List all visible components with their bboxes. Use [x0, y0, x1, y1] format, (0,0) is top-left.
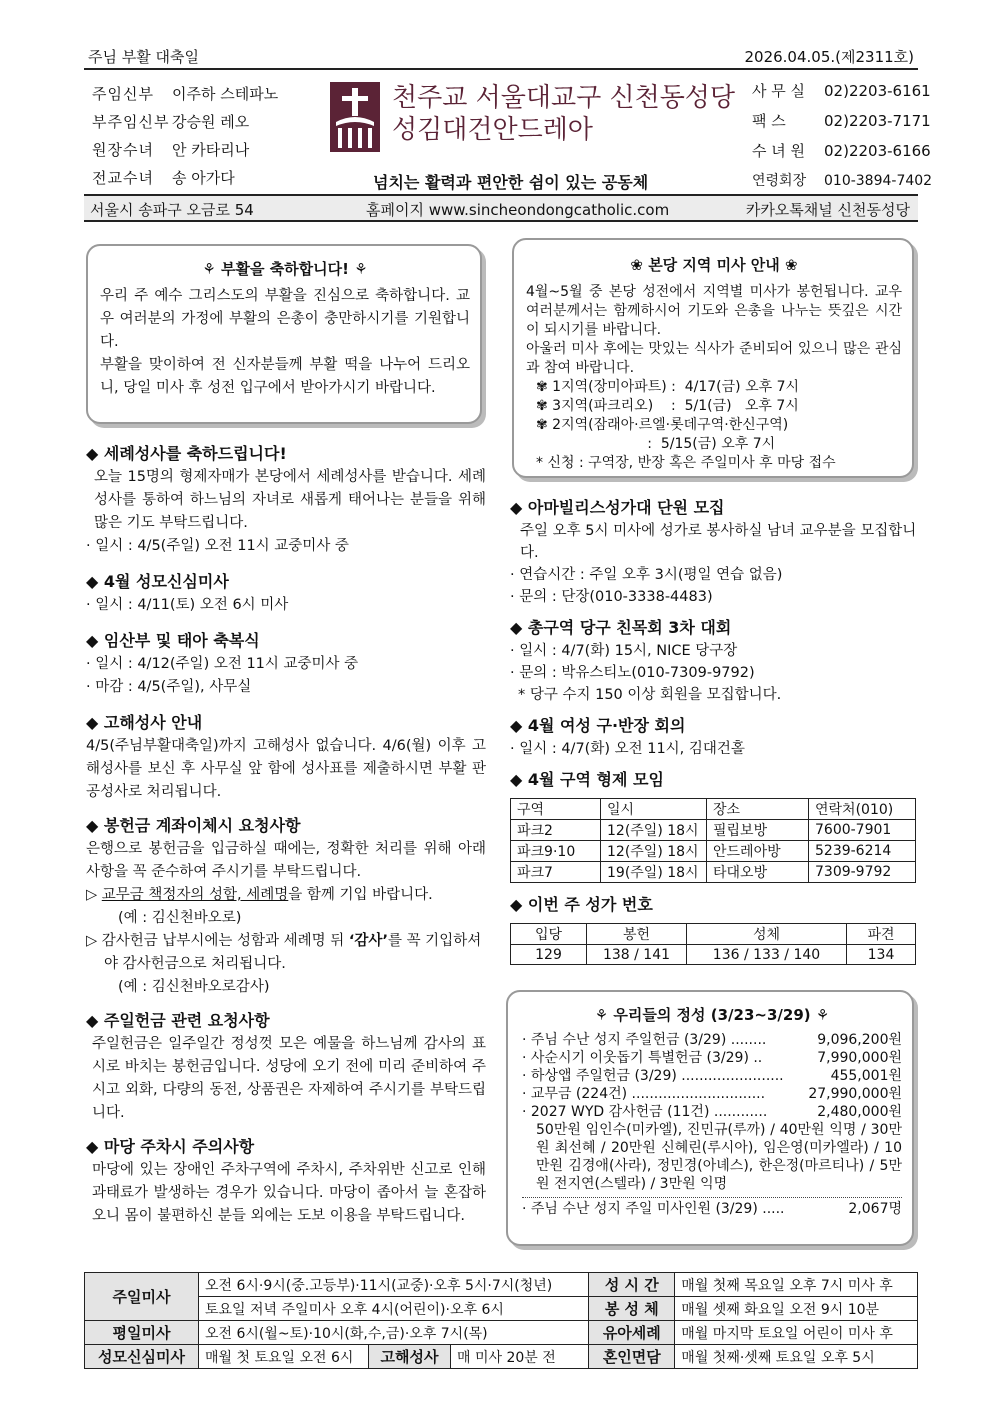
section-title: ◆ 주일헌금 관련 요청사항: [86, 1011, 270, 1030]
section-body: 주일 오후 5시 미사에 성가로 봉사하실 남녀 교우분을 모집합니다.: [520, 523, 917, 561]
saturday-mass-times: 토요일 저녁 주일미사 오후 4시(어린이)·오후 6시: [199, 1297, 589, 1321]
section-body: 4/5(주님부활대축일)까지 고해성사 없습니다. 4/6(월) 이후 고해성사를 보신 후 사무실 앞 함에 성사표를 제출하시면 부활 판공성사로 처리됩니다.: [86, 738, 486, 800]
heart-mass-time: 매월 첫 토요일 오전 6시: [199, 1345, 369, 1369]
sunday-mass-times: 오전 6시·9시(중.고등부)·11시(교중)·오후 5시·7시(청년): [199, 1273, 589, 1297]
section-item: · 일시 : 4/11(토) 오전 6시 미사: [86, 597, 289, 613]
schedule-table: [84, 1272, 918, 1369]
section-item: · 일시 : 4/7(화) 오전 11시, 김대건홀: [510, 741, 745, 757]
table-header-row: 구역 일시 장소 연락처(010): [511, 799, 916, 820]
infant-baptism-time: 매월 마지막 토요일 어린이 미사 후: [675, 1321, 918, 1345]
anointing-label: 봉 성 체: [589, 1297, 675, 1321]
region-mass-box: [512, 238, 914, 478]
region-item: ✾ 3지역(파크리오) : 5/1(금) 오후 7시: [536, 398, 799, 414]
section-title: ◆ 마당 주차시 주의사항: [86, 1137, 255, 1156]
transfer-example-1: (예 : 김신천바오로): [118, 910, 242, 926]
issue-date: 2026.04.05.(제2311호): [744, 48, 914, 66]
transfer-example-2: (예 : 김신천바오로감사): [118, 979, 270, 995]
section-body: 마당에 있는 장애인 주차구역에 주차시, 주차위반 신고로 인해 과태료가 발생하는 경우가 있습니다. 마당이 좁아서 늘 혼잡하오니 몸이 불편하신 분들 외에는 도보 이용을 부탁드립니다.: [92, 1162, 486, 1224]
church-logo: [330, 82, 380, 152]
table-row: 파크9·10 12(주일) 18시 안드레아방 5239-6214: [511, 841, 916, 862]
section-item: · 마감 : 4/5(주일), 사무실: [86, 679, 252, 695]
transfer-bullet-2: ▷ 감사헌금 납부시에는 성함과 세례명 뒤 ‘감사’를 꼭 기입하셔야 감사헌금으로 처리됩니다.: [86, 933, 482, 972]
region-item: ✾ 1지역(장미아파트) : 4/17(금) 오후 7시: [536, 379, 800, 395]
marriage-time: 매월 첫째·셋째 토요일 오후 5시: [675, 1345, 918, 1369]
section-body: 주일헌금은 일주일간 정성껏 모은 예물을 하느님께 감사의 표시로 바치는 봉헌금입니다. 성당에 오기 전에 미리 준비하여 주시고 외화, 다량의 동전, 상품권은 자제하여 주시기를 부탁드립니다.: [92, 1036, 486, 1121]
sunday-mass-label: 주일미사: [85, 1273, 199, 1321]
region-text-1: 4월~5월 중 본당 성전에서 지역별 미사가 봉헌됩니다. 교우 여러분께서는 함께하시어 기도와 은총을 나누는 뜻깊은 시간이 되시기를 바랍니다.: [526, 284, 902, 338]
heart-mass-label: 성모신심미사: [85, 1345, 199, 1369]
weekday-mass-times: 오전 6시(월~토)·10시(화,수,금)·오후 7시(목): [199, 1321, 589, 1345]
hymn-table: [510, 923, 916, 965]
offering-line: · 주님 수난 성지 주일헌금 (3/29) ........ 9,096,200원: [522, 1032, 902, 1048]
attendance-line: · 주님 수난 성지 주일 미사인원 (3/29) ..... 2,067명: [522, 1201, 902, 1217]
header-rule: [84, 68, 918, 70]
clergy-list: 주임신부 이주하 스테파노 부주임신부 강승원 레오 원장수녀 안 카타리나 전교수녀 송 아가다: [92, 85, 279, 187]
table-header-row: 입당 봉헌 성체 파견: [511, 924, 916, 945]
table-row: 파크7 19(주일) 18시 타대오방 7309-9792: [511, 862, 916, 883]
section-item: · 문의 : 단장(010-3338-4483): [510, 589, 713, 605]
table-row: 129 138 / 141 136 / 133 / 140 134: [511, 945, 916, 965]
homepage-link[interactable]: 홈페이지 www.sincheondongcatholic.com: [366, 201, 670, 219]
section-title: ◆ 고해성사 안내: [86, 713, 203, 732]
section-item: · 일시 : 4/5(주일) 오전 11시 교중미사 중: [86, 538, 349, 554]
region-item: : 5/15(금) 오후 7시: [536, 436, 776, 452]
section-item: · 연습시간 : 주일 오후 3시(평일 연습 없음): [510, 567, 783, 583]
transfer-bullet-1: ▷ 교무금 책정자의 성함, 세례명을 함께 기입 바랍니다.: [86, 887, 433, 903]
offering-line: · 사순시기 이웃돕기 특별헌금 (3/29) .. 7,990,000원: [522, 1050, 902, 1066]
marriage-label: 혼인면담: [589, 1345, 675, 1369]
region-note: * 신청 : 구역장, 반장 혹은 주일미사 후 마당 접수: [536, 455, 836, 471]
adoration-time: 매월 첫째 목요일 오후 7시 미사 후: [675, 1273, 918, 1297]
offering-list: [522, 1031, 902, 1218]
brothers-meeting-table: [510, 798, 916, 883]
contact-list: 사 무 실 02)2203-6161 팩 스 02)2203-7171 수 녀 원 02)2203-6166 연령회장 010-3894-7402: [752, 82, 933, 189]
section-item: · 일시 : 4/7(화) 15시, NICE 당구장: [510, 643, 738, 659]
address: 서울시 송파구 오금로 54: [90, 201, 254, 219]
offering-title: ⚘ 우리들의 정성 (3/23~3/29) ⚘: [594, 1006, 830, 1024]
right-column: [510, 496, 920, 965]
motto: 넘치는 활력과 편안한 쉼이 있는 공동체: [373, 173, 649, 192]
kakao-channel: 카카오톡채널 신천동성당: [745, 201, 910, 219]
section-title: ◆ 4월 여성 구·반장 회의: [510, 716, 686, 735]
section-item: · 일시 : 4/12(주일) 오전 11시 교중미사 중: [86, 656, 359, 672]
region-title: ❀ 본당 지역 미사 안내 ❀: [630, 256, 798, 274]
section-title: ◆ 봉헌금 계좌이체시 요청사항: [86, 816, 301, 835]
section-item: · 문의 : 박유스티노(010-7309-9792): [510, 665, 755, 681]
easter-text-1: 우리 주 예수 그리스도의 부활을 진심으로 축하합니다. 교우 여러분의 가정에 부활의 은총이 충만하시기를 기원합니다.: [100, 288, 470, 350]
confession-label: 고해성사: [369, 1345, 451, 1369]
section-title: ◆ 이번 주 성가 번호: [510, 895, 653, 914]
feast-name: 주님 부활 대축일: [88, 48, 199, 66]
donor-list: 50만원 임인수(미카엘), 진민규(루까) / 40만원 익명 / 30만원 최선혜 / 20만원 신혜린(루시아), 임은영(미카엘라) / 10만원 김경애(사라), 정민경(아녜스), 한은정(마르티나) / 5만원 전지연(스텔라) / 3만원 익명: [536, 1122, 902, 1192]
confession-time: 매 미사 20분 전: [451, 1345, 589, 1369]
offering-box: [506, 990, 914, 1246]
offering-line: · 교무금 (224건) .............................. 27,990,000원: [522, 1086, 902, 1102]
region-item: ✾ 2지역(잠래아·르엘·롯데구역·한신구역): [536, 417, 789, 433]
anointing-time: 매월 셋째 화요일 오전 9시 10분: [675, 1297, 918, 1321]
offering-line: · 하상앱 주일헌금 (3/29) ....................... 455,001원: [522, 1068, 902, 1084]
section-body: 오늘 15명의 형제자매가 본당에서 세례성사를 받습니다. 세례성사를 통하여 하느님의 자녀로 새롭게 태어나는 분들을 위해 많은 기도 부탁드립니다.: [94, 469, 486, 531]
section-body: 은행으로 봉헌금을 입금하실 때에는, 정확한 처리를 위해 아래 사항을 꼭 준수하여 주시기를 부탁드립니다.: [86, 841, 486, 880]
section-title: ◆ 4월 성모신심미사: [86, 572, 229, 591]
table-row: 파크2 12(주일) 18시 필립보방 7600-7901: [511, 820, 916, 841]
weekday-mass-label: 평일미사: [85, 1321, 199, 1345]
divider: [522, 1197, 902, 1198]
section-note: * 당구 수지 150 이상 회원을 모집합니다.: [518, 687, 782, 703]
section-title: ◆ 아마빌리스성가대 단원 모집: [510, 498, 725, 517]
section-title: ◆ 총구역 당구 친목회 3차 대회: [510, 618, 732, 637]
address-bar: [84, 194, 918, 222]
easter-box: [86, 244, 482, 424]
section-title: ◆ 4월 구역 형제 모임: [510, 770, 664, 789]
church-name: 천주교 서울대교구 신천동성당 성김대건안드레아: [392, 83, 736, 145]
section-title: ◆ 세례성사를 축하드립니다!: [86, 444, 287, 463]
easter-title: ⚘ 부활을 축하합니다! ⚘: [202, 260, 368, 278]
left-column: [86, 442, 486, 1228]
adoration-label: 성 시 간: [589, 1273, 675, 1297]
easter-text-2: 부활을 맞이하여 전 신자분들께 부활 떡을 나누어 드리오니, 당일 미사 후 성전 입구에서 받아가시기 바랍니다.: [100, 357, 470, 396]
section-title: ◆ 임산부 및 태아 축복식: [86, 631, 260, 650]
infant-baptism-label: 유아세례: [589, 1321, 675, 1345]
offering-line: · 2027 WYD 감사헌금 (11건) ............ 2,480,000원: [522, 1104, 902, 1120]
region-text-2: 아울러 미사 후에는 맛있는 식사가 준비되어 있으니 많은 관심과 참여 바랍니다.: [526, 341, 902, 376]
